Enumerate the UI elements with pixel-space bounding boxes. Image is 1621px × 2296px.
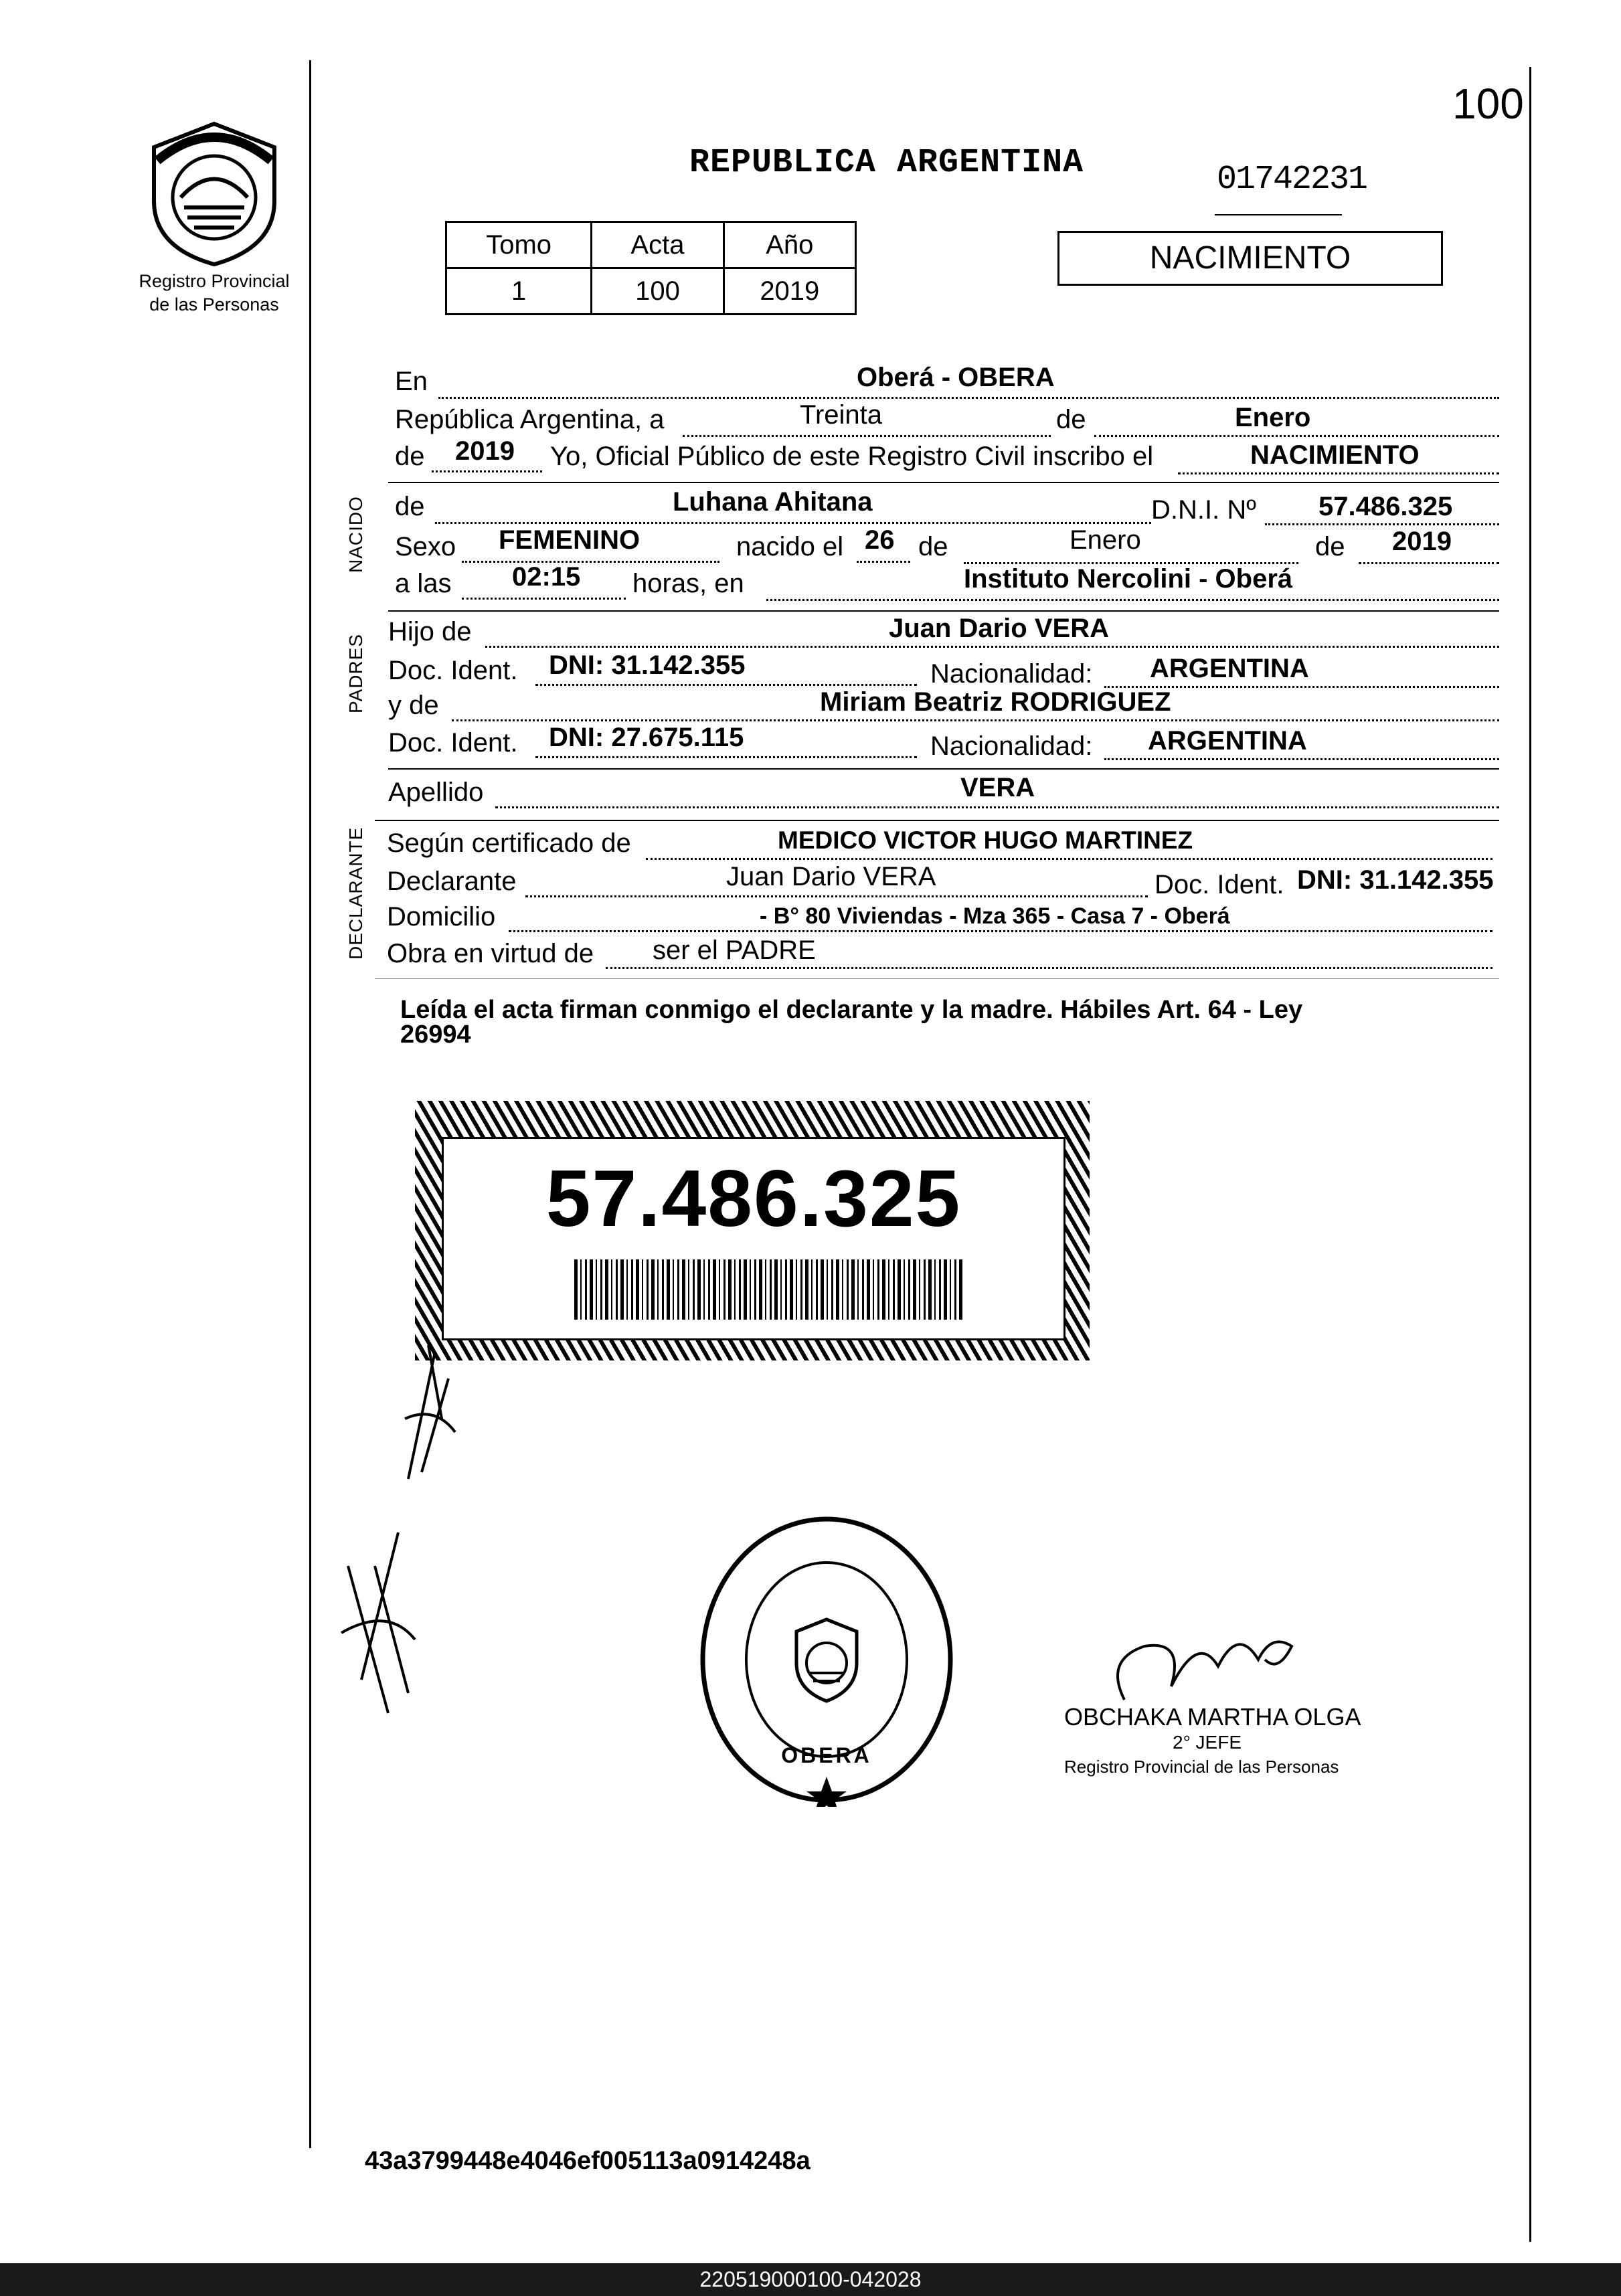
father-nat-value: ARGENTINA (1150, 654, 1309, 683)
padres-top-rule (388, 610, 1499, 612)
birth-time-value: 02:15 (512, 562, 581, 592)
surname-top-rule (388, 768, 1499, 770)
side-label-nacido: NACIDO (345, 496, 366, 573)
time-label: a las (395, 569, 452, 598)
birth-place-value: Instituto Nercolini - Oberá (964, 564, 1293, 594)
child-name-value: Luhana Ahitana (673, 487, 873, 517)
mother-doc-value: DNI: 27.675.115 (549, 723, 744, 752)
dni-sticker-number: 57.486.325 (545, 1154, 962, 1243)
side-label-declarante: DECLARANTE (345, 826, 366, 960)
acts-as-label: Obra en virtud de (387, 939, 594, 968)
surname-value: VERA (960, 773, 1035, 802)
registry-logo (144, 120, 284, 268)
record-type-box: NACIMIENTO (1057, 231, 1443, 286)
mother-name-value: Miriam Beatriz RODRIGUEZ (820, 687, 1171, 717)
closing-line-1: Leída el acta firman conmigo el declarante y la madre. Hábiles Art. 64 - Ley (400, 996, 1303, 1024)
certificate-label: Según certificado de (387, 828, 631, 858)
act-type-value: NACIMIENTO (1250, 440, 1420, 470)
signatory-role: 2° JEFE (1173, 1732, 1242, 1753)
declarant-doc-label: Doc. Ident. (1155, 870, 1284, 899)
father-doc-value: DNI: 31.142.355 (549, 650, 746, 680)
dni-label: D.N.I. Nº (1151, 495, 1256, 525)
mother-nat-value: ARGENTINA (1148, 726, 1307, 756)
page-number: 100 (1452, 80, 1524, 128)
registry-name-line2: de las Personas (149, 294, 279, 315)
birth-de-label-2: de (1315, 532, 1345, 561)
certificate-value: MEDICO VICTOR HUGO MARTINEZ (778, 826, 1193, 854)
certificate-dots (646, 858, 1492, 860)
signatory-office: Registro Provincial de las Personas (1064, 1757, 1339, 1777)
child-de-label: de (395, 492, 425, 521)
father-name-value: Juan Dario VERA (889, 614, 1109, 643)
place-dots (438, 397, 1499, 399)
de-label-2: de (395, 442, 425, 471)
right-margin-line (1529, 67, 1531, 2242)
declarante-bottom-rule (375, 978, 1499, 979)
sex-value: FEMENINO (499, 525, 641, 555)
witness-signature-1 (395, 1338, 468, 1489)
nacido-top-rule (388, 482, 1499, 483)
son-of-label: Hijo de (388, 617, 472, 646)
value-tomo: 1 (446, 268, 592, 315)
mother-dots (452, 719, 1499, 721)
witness-signature-2 (335, 1526, 428, 1723)
birth-place-dots (766, 599, 1499, 601)
and-label: y de (388, 691, 439, 720)
month-dots (1094, 435, 1499, 437)
mother-doc-dots (535, 756, 917, 758)
mother-nat-label: Nacionalidad: (930, 731, 1093, 761)
mother-nat-dots (1104, 758, 1499, 760)
left-margin-line (309, 60, 311, 2148)
year-value: 2019 (455, 436, 515, 466)
hours-label: horas, en (632, 569, 744, 598)
dni-dots (1265, 523, 1499, 525)
born-label: nacido el (736, 532, 844, 561)
declarante-top-rule (375, 820, 1499, 821)
serial-underline (1215, 214, 1342, 215)
value-acta: 100 (592, 268, 723, 315)
republica-label: República Argentina, a (395, 405, 665, 434)
tomo-acta-anio-table (445, 221, 857, 315)
footer-code: 220519000100-042028 (699, 2267, 922, 2291)
domicile-dots (509, 930, 1492, 932)
dni-sticker-barcode (574, 1259, 962, 1320)
document-title: REPUBLICA ARGENTINA (689, 144, 1084, 182)
father-doc-label: Doc. Ident. (388, 656, 518, 685)
day-words-value: Treinta (800, 400, 883, 430)
surname-label: Apellido (388, 778, 484, 807)
time-dots (462, 598, 626, 600)
act-type-dots (1178, 472, 1499, 474)
declarant-doc-value: DNI: 31.142.355 (1297, 865, 1494, 895)
acts-as-dots (606, 967, 1492, 969)
birth-year-value: 2019 (1392, 527, 1452, 556)
registry-name-line1: Registro Provincial (139, 271, 290, 291)
document-hash: 43a3799448e4046ef005113a0914248a (365, 2147, 810, 2175)
child-dni-value: 57.486.325 (1318, 492, 1453, 521)
father-doc-dots (535, 684, 917, 686)
header-acta: Acta (592, 222, 723, 268)
serial-number: 01742231 (1217, 161, 1367, 199)
sex-label: Sexo (395, 532, 456, 561)
header-tomo: Tomo (446, 222, 592, 268)
birth-day-dots (857, 561, 910, 563)
birth-month-value: Enero (1070, 525, 1141, 555)
birth-day-value: 26 (865, 525, 895, 555)
footer-bar (0, 2263, 1621, 2296)
year-dots (432, 470, 542, 472)
closing-line-2: 26994 (400, 1021, 471, 1049)
domicile-label: Domicilio (387, 902, 496, 932)
domicile-value: - B° 80 Viviendas - Mza 365 - Casa 7 - Oberá (760, 903, 1230, 929)
day-dots (683, 435, 1051, 437)
father-dots (485, 646, 1499, 648)
side-label-padres: PADRES (345, 633, 366, 713)
father-nat-label: Nacionalidad: (930, 659, 1093, 689)
declarant-dots (525, 895, 1148, 897)
declarant-label: Declarante (387, 867, 517, 896)
value-anio: 2019 (723, 268, 855, 315)
dni-sticker (415, 1101, 1090, 1360)
mother-doc-label: Doc. Ident. (388, 728, 518, 758)
seal-city: OBERA (781, 1743, 872, 1767)
inscribo-text: Yo, Oficial Público de este Registro Civil inscribo el (550, 442, 1154, 471)
de-label-1: de (1056, 405, 1086, 434)
sex-dots (462, 561, 719, 563)
signatory-name: OBCHAKA MARTHA OLGA (1064, 1703, 1361, 1731)
dni-sticker-panel (442, 1137, 1065, 1340)
official-seal (696, 1512, 957, 1807)
month-value: Enero (1235, 403, 1311, 432)
header-anio: Año (723, 222, 855, 268)
birth-de-label-1: de (918, 532, 948, 561)
en-label: En (395, 367, 428, 396)
surname-dots (495, 806, 1499, 808)
declarant-name-value: Juan Dario VERA (726, 862, 936, 891)
acts-as-value: ser el PADRE (653, 936, 816, 965)
place-value: Oberá - OBERA (857, 363, 1055, 392)
child-name-dots (435, 522, 1151, 524)
birth-year-dots (1359, 562, 1499, 564)
